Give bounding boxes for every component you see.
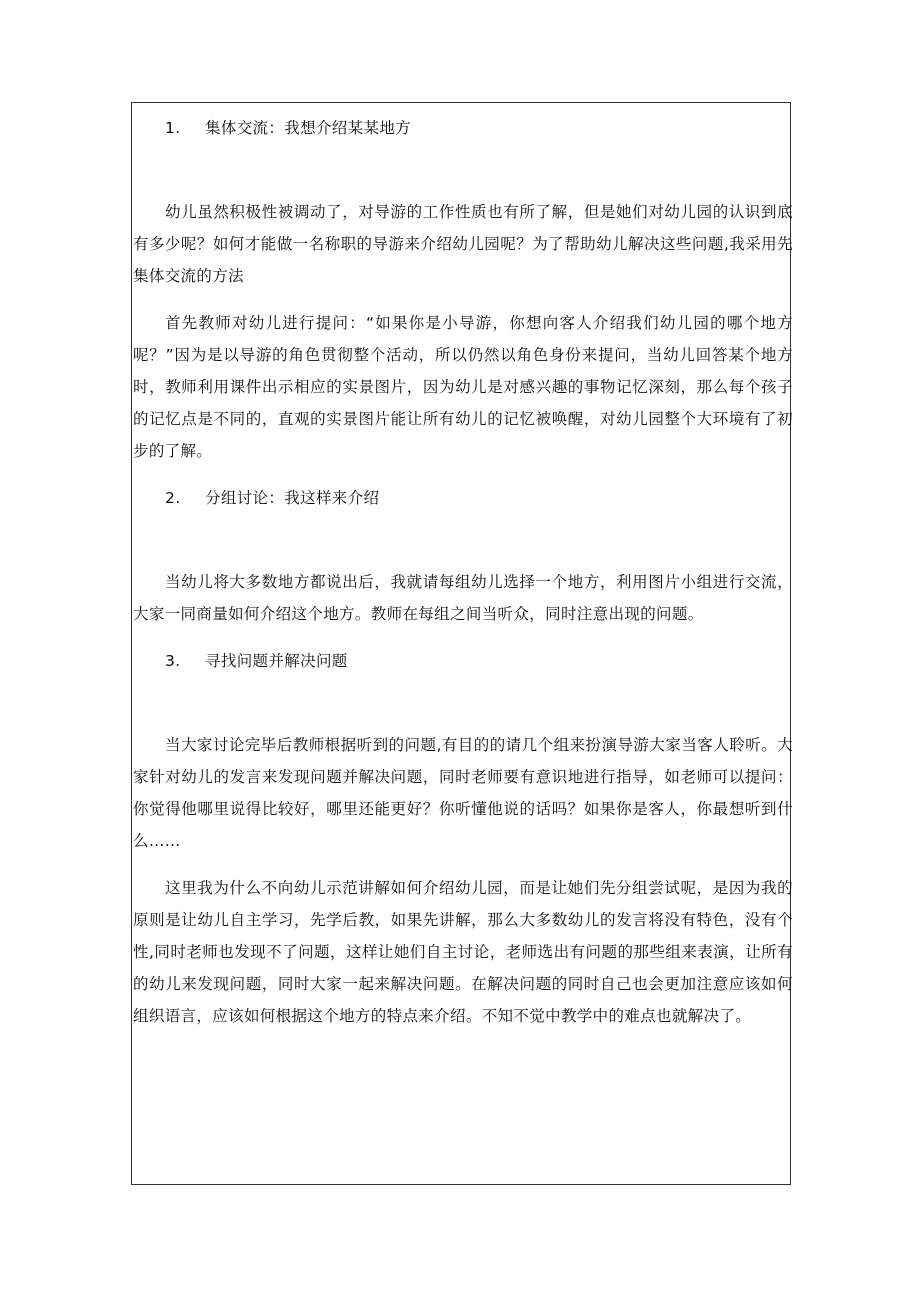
paragraph: 首先教师对幼儿进行提问：“如果你是小导游，你想向客人介绍我们幼儿园的哪个地方呢？”因为是以导游的角色贯彻整个活动，所以仍然以角色身份来提问，当幼儿回答某个地方时，教师利用课件出示相应的实景图片，因为幼儿是对感兴趣的事物记忆深刻，那么每个孩子的记忆点是不同的，直观的实景图片能让所有幼儿的记忆被唤醒，对幼儿园整个大环境有了初步的了解。 <box>133 314 793 460</box>
paragraph: 当幼儿将大多数地方都说出后，我就请每组幼儿选择一个地方，利用图片小组进行交流，大家一同商量如何介绍这个地方。教师在每组之间当听众，同时注意出现的问题。 <box>133 573 793 623</box>
section-heading <box>133 482 793 514</box>
document-body <box>133 112 793 1032</box>
section-heading <box>133 645 793 677</box>
section-number: 3. <box>165 652 181 670</box>
section-title: 分组讨论：我这样来介绍 <box>205 489 380 507</box>
section-heading <box>133 112 793 144</box>
paragraph: 当大家讨论完毕后教师根据听到的问题,有目的的请几个组来扮演导游大家当客人聆听。大家针对幼儿的发言来发现问题并解决问题，同时老师要有意识地进行指导，如老师可以提问：你觉得他哪里说得比较好，哪里还能更好？你听懂他说的话吗？如果你是客人，你最想听到什么…… <box>133 736 793 850</box>
section-number: 1. <box>165 119 181 137</box>
paragraph: 这里我为什么不向幼儿示范讲解如何介绍幼儿园，而是让她们先分组尝试呢，是因为我的原则是让幼儿自主学习，先学后教，如果先讲解，那么大多数幼儿的发言将没有特色，没有个性,同时老师也发现不了问题，这样让她们自主讨论，老师选出有问题的那些组来表演，让所有的幼儿来发现问题，同时大家一起来解决问题。在解决问题的同时自己也会更加注意应该如何组织语言，应该如何根据这个地方的特点来介绍。不知不觉中教学中的难点也就解决了。 <box>133 879 793 1025</box>
paragraph: 幼儿虽然积极性被调动了，对导游的工作性质也有所了解，但是她们对幼儿园的认识到底有多少呢？如何才能做一名称职的导游来介绍幼儿园呢？为了帮助幼儿解决这些问题,我采用先集体交流的方法 <box>133 203 793 285</box>
section-number: 2. <box>165 489 181 507</box>
section-title: 寻找问题并解决问题 <box>205 652 348 670</box>
section-title: 集体交流：我想介绍某某地方 <box>205 119 412 137</box>
